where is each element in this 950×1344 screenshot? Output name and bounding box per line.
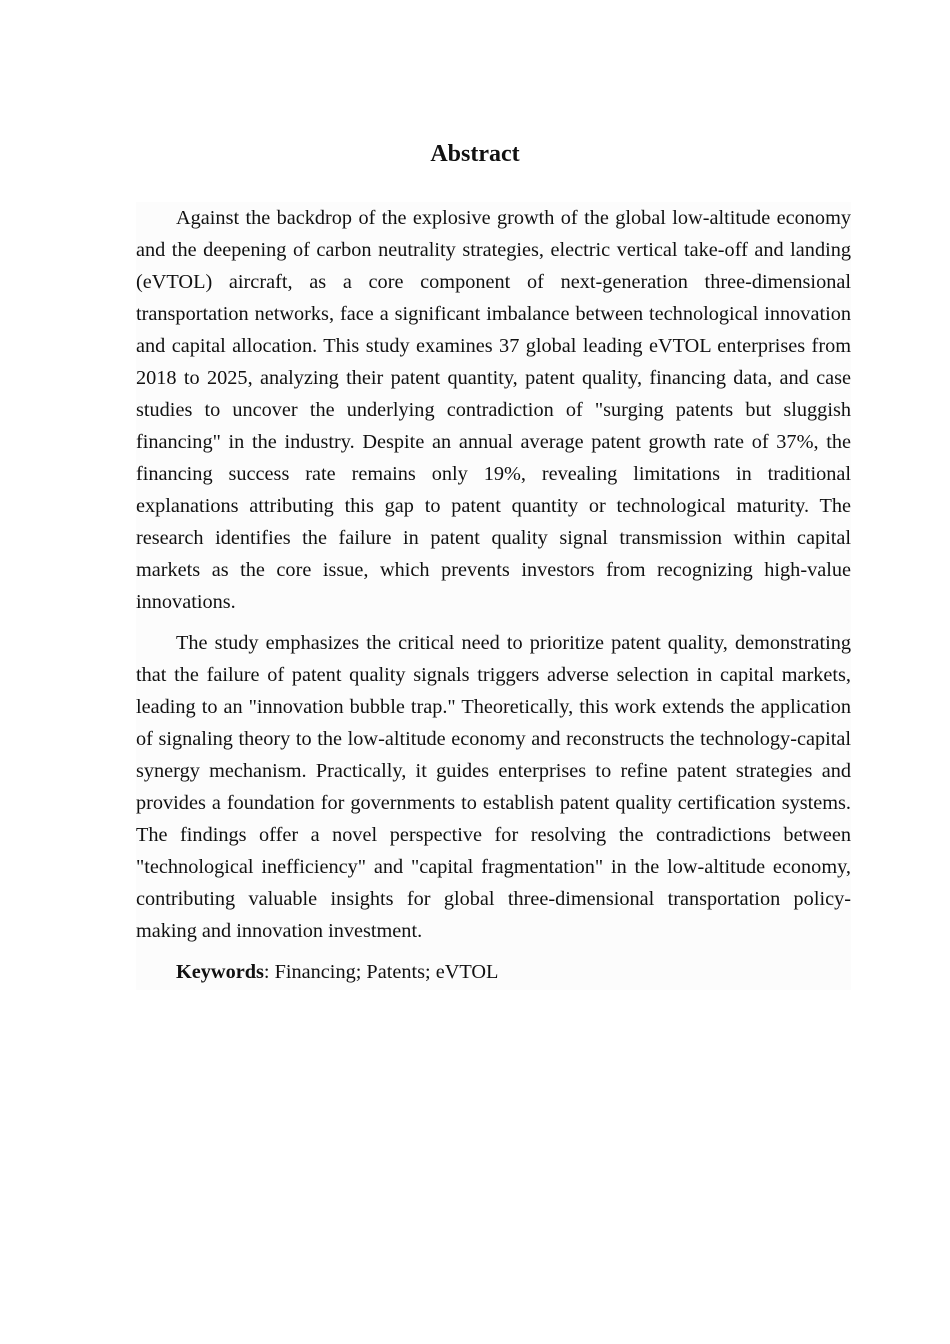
- keywords-text: Financing; Patents; eVTOL: [274, 961, 499, 983]
- abstract-paragraph-2: The study emphasizes the critical need to prioritize patent quality, demonstrating that the failure of patent quality signals triggers adverse selection in capital markets, leading to an "innovation bubble trap." Theoretically, this work extends the application of signaling theory to the low-altitude economy and reconstructs the technology-capital synergy mechanism. Practically, it guides enterprises to refine patent strategies and provides a foundation for governments to establish patent quality certification systems. The findings offer a novel perspective for resolving the contradictions between "technological inefficiency" and "capital fragmentation" in the low-altitude economy, contributing valuable insights for global three-dimensional transportation policy-making and innovation investment.: [136, 632, 851, 942]
- abstract-paragraph-1: Against the backdrop of the explosive growth of the global low-altitude economy and the deepening of carbon neutrality strategies, electric vertical take-off and landing (eVTOL) aircraft, as a core component of next-generation three-dimensional transportation networks, face a significant imbalance between technological innovation and capital allocation. This study examines 37 global leading eVTOL enterprises from 2018 to 2025, analyzing their patent quantity, patent quality, financing data, and case studies to uncover the underlying contradiction of "surging patents but sluggish financing" in the industry. Despite an annual average patent growth rate of 37%, the financing success rate remains only 19%, revealing limitations in traditional explanations attributing this gap to patent quantity or technological maturity. The research identifies the failure in patent quality signal transmission within capital markets as the core issue, which prevents investors from recognizing high-value innovations.: [136, 207, 851, 613]
- abstract-body: [136, 202, 851, 990]
- abstract-heading: Abstract: [430, 141, 520, 167]
- keywords-label: Keywords: [176, 961, 264, 983]
- keywords-separator: :: [263, 961, 275, 983]
- keywords-line: [136, 956, 851, 990]
